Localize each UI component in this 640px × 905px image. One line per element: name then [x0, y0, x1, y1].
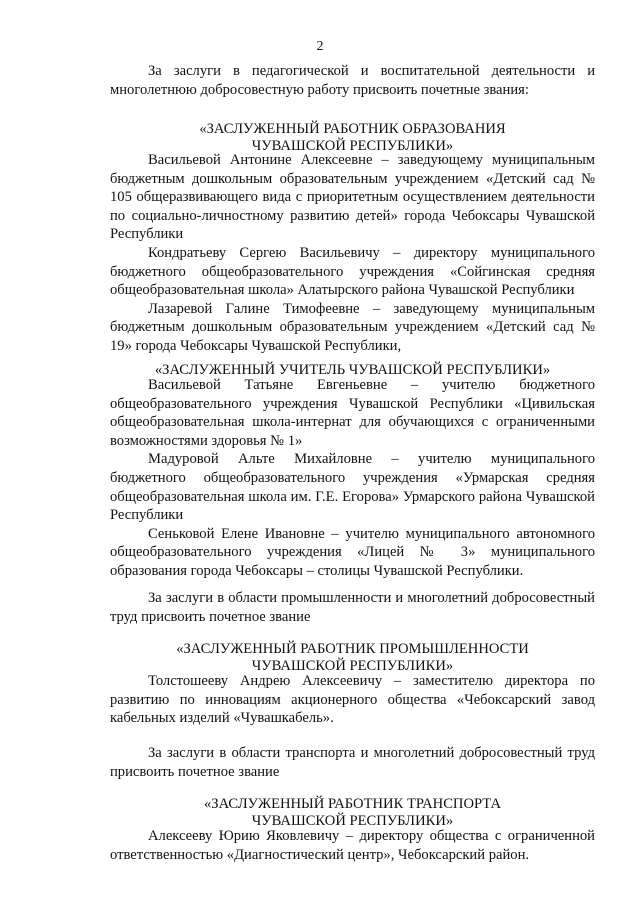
awardee-paragraph: Васильевой Татьяне Евгеньевне – учителю бюджетного общеобразовательного учреждения Чувашской Республики «Цивильская общеобразовательная школа-интернат для обучающихся с ограниченными возможностями здоровья № 1»: [110, 377, 595, 449]
industry-title-line2: ЧУВАШСКОЙ РЕСПУБЛИКИ»: [251, 658, 454, 674]
awardee-paragraph: Толстошееву Андрею Алексеевичу – заместителю директора по развитию по инновациям акционерного общества «Чебоксарский завод кабельных изделий «Чувашкабель».: [110, 673, 595, 727]
awardee-paragraph: Кондратьеву Сергею Васильевичу – директору муниципального бюджетного общеобразовательного учреждения «Сойгинская средняя общеобразовательная школа» Алатырского района Чувашской Республики: [110, 244, 595, 299]
transport-title-line1: «ЗАСЛУЖЕННЫЙ РАБОТНИК ТРАНСПОРТА: [203, 796, 502, 812]
industry-intro-block: [110, 589, 595, 626]
transport-intro: За заслуги в области транспорта и многолетний добросовестный труд присвоить почетное звание: [110, 745, 595, 780]
education-title-line1: «ЗАСЛУЖЕННЫЙ РАБОТНИК ОБРАЗОВАНИЯ: [199, 121, 506, 137]
education-intro: За заслуги в педагогической и воспитательной деятельности и многолетнюю добросовестную работу присвоить почетные звания:: [110, 63, 595, 98]
industry-title-line1: «ЗАСЛУЖЕННЫЙ РАБОТНИК ПРОМЫШЛЕННОСТИ: [176, 641, 529, 657]
teacher-title: «ЗАСЛУЖЕННЫЙ УЧИТЕЛЬ ЧУВАШСКОЙ РЕСПУБЛИКИ»: [154, 362, 551, 378]
awardee-paragraph: Васильевой Антонине Алексеевне – заведующему муниципальным бюджетным дошкольным образовательным учреждением «Детский сад № 105 общеразвивающего вида с приоритетным осуществлением деятельности по социально-личностному развитию детей» города Чебоксары Чувашской Республики: [110, 152, 595, 243]
transport-title-block: [110, 796, 595, 830]
awardee-paragraph: Мадуровой Альте Михайловне – учителю муниципального бюджетного общеобразовательного учреждения «Урмарская средняя общеобразовательная школа им. Г.Е. Егорова» Урмарского района Чувашской Республики: [110, 451, 595, 524]
education-intro-block: [110, 62, 595, 99]
awardee-paragraph: Сеньковой Елене Ивановне – учителю муниципального автономного общеобразовательного учреждения «Лицей № 3» муниципального образования города Чебоксары – столицы Чувашской Республики.: [110, 525, 595, 579]
education-awardees: [110, 151, 595, 356]
industry-awardees: [110, 672, 595, 728]
transport-title-line2: ЧУВАШСКОЙ РЕСПУБЛИКИ»: [251, 813, 454, 829]
education-title-block: [110, 121, 595, 155]
education-title-line2: ЧУВАШСКОЙ РЕСПУБЛИКИ»: [251, 138, 454, 154]
awardee-paragraph: Алексееву Юрию Яковлевичу – директору общества с ограниченной ответственностью «Диагностический центр», Чебоксарский район.: [110, 828, 595, 863]
awardee-paragraph: Лазаревой Галине Тимофеевне – заведующему муниципальным бюджетным дошкольным образовательным учреждением «Детский сад № 19» города Чебоксары Чувашской Республики,: [110, 300, 595, 354]
page-number: 2: [316, 39, 324, 54]
industry-title-block: [110, 641, 595, 675]
industry-intro: За заслуги в области промышленности и многолетний добросовестный труд присвоить почетное звание: [110, 590, 595, 625]
transport-intro-block: [110, 744, 595, 781]
transport-awardees: [110, 827, 595, 864]
teacher-awardees: [110, 376, 595, 581]
